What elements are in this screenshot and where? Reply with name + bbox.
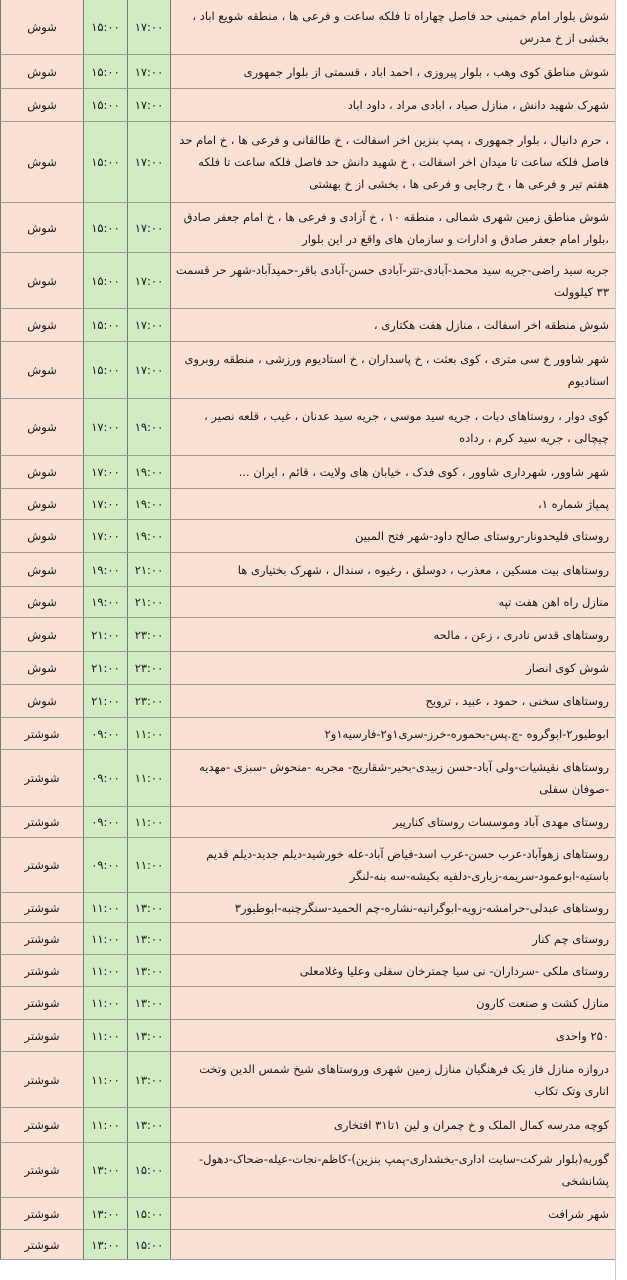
table-row [0, 587, 615, 618]
area-text: شوش منطقه اخر اسفالت ، منازل هفت هکتاری ، [373, 318, 609, 332]
table-row [0, 309, 615, 342]
city-cell: شوش [0, 89, 83, 121]
area-text: روستای چم کنار [532, 931, 609, 946]
city-cell: شوش [0, 456, 83, 488]
table-row [0, 253, 615, 309]
area-text: روستاهای عبدلی-حرامشه-زویه-ابوگرانیه-نشاره-چم الحمید-سنگرچنبه-ابوطیور۳ [234, 900, 609, 915]
city-cell: شوشتر [0, 718, 83, 749]
city-cell: شوشتر [0, 1108, 83, 1142]
area-cell [171, 456, 615, 488]
end-time-cell: ۱۱:۰۰ [127, 807, 171, 837]
area-text: ، حرم دانیال ، بلوار جمهوری ، پمپ بنزین اخر اسفالت ، خ طالقانی و فرعی ها ، خ امام حد فاصل فلکه ساعت تا میدان اخر اسفالت ، خ شهید دانش حد فاصل فلکه ساعت تا فلکه هفتم تیر و فرعی ها ، خ رجایی و فرعی ها ، بخشی از خ بهشتی [179, 133, 609, 191]
area-cell [171, 1230, 615, 1259]
end-time-cell: ۱۹:۰۰ [127, 520, 171, 552]
end-time-cell: ۱۱:۰۰ [127, 750, 171, 806]
city-cell: شوش [0, 253, 83, 308]
table-row [0, 750, 615, 807]
city-cell: شوشتر [0, 987, 83, 1019]
start-time-cell: ۱۱:۰۰ [83, 893, 127, 922]
city-cell: شوش [0, 587, 83, 617]
area-text: شوش مناطق کوی وهب ، بلوار پیروزی ، احمد اباد ، قسمتی از بلوار جمهوری [243, 64, 609, 79]
area-text: منازل راه اهن هفت تپه [498, 595, 609, 609]
area-text: ۲۵۰ واحدی [555, 1028, 609, 1043]
end-time-cell: ۱۳:۰۰ [127, 955, 171, 986]
area-cell [171, 618, 615, 651]
area-text: شوش مناطق زمین شهری شمالی ، منطقه ۱۰ ، خ آزادی و فرعی ها ، خ امام جعفر صادق ،بلوار امام جعفر صادق و ادارات و سازمان های واقع در این بلوار [183, 209, 609, 246]
area-cell [171, 807, 615, 837]
area-cell [171, 309, 615, 341]
city-cell: شوشتر [0, 1143, 83, 1197]
start-time-cell: ۱۱:۰۰ [83, 987, 127, 1019]
end-time-cell: ۱۱:۰۰ [127, 718, 171, 749]
end-time-cell: ۱۷:۰۰ [127, 122, 171, 202]
area-text: شوش بلوار امام خمینی حد فاصل چهاراه تا فلکه ساعت و فرعی ها ، منطقه شویع اباد ، بخشی از خ مدرس [192, 9, 609, 45]
start-time-cell: ۱۱:۰۰ [83, 1052, 127, 1107]
city-cell: شوش [0, 553, 83, 586]
area-text: کوی دوار ، روستاهای دبات ، جریه سید موسی ، جریه سید عدنان ، غیب ، قلعه نصیر ، چیچالی ، جریه سید کرم ، رداده [204, 409, 609, 445]
start-time-cell: ۰۹:۰۰ [83, 838, 127, 892]
end-time-cell: ۲۳:۰۰ [127, 618, 171, 651]
end-time-cell: ۱۵:۰۰ [127, 1143, 171, 1197]
end-time-cell: ۱۵:۰۰ [127, 1198, 171, 1229]
area-text: روستای مهدی آباد وموسسات روستای کنارپیر [392, 815, 609, 829]
start-time-cell: ۱۱:۰۰ [83, 1020, 127, 1051]
area-text: پمپاژ شماره ۱، [538, 497, 609, 511]
table-row [0, 1198, 615, 1230]
start-time-cell: ۱۷:۰۰ [83, 489, 127, 519]
table-row [0, 1108, 615, 1143]
city-cell: شوش [0, 520, 83, 552]
table-row [0, 807, 615, 838]
area-cell [171, 1143, 615, 1197]
area-cell [171, 923, 615, 954]
area-text: ابوطیور۲-ابوگروه -چ.پس-بحموره-خرز-سری۱و۲-فارسیه۱و۲ [324, 726, 609, 741]
table-row [0, 89, 615, 122]
start-time-cell: ۰۹:۰۰ [83, 807, 127, 837]
start-time-cell: ۱۳:۰۰ [83, 1143, 127, 1197]
area-cell [171, 955, 615, 986]
city-cell: شوشتر [0, 923, 83, 954]
city-cell: شوش [0, 342, 83, 398]
table-row [0, 456, 615, 489]
area-cell [171, 89, 615, 121]
area-cell [171, 1052, 615, 1107]
city-cell: شوش [0, 122, 83, 202]
start-time-cell: ۱۳:۰۰ [83, 1198, 127, 1229]
city-cell: شوش [0, 203, 83, 252]
start-time-cell: ۱۵:۰۰ [83, 55, 127, 88]
start-time-cell: ۱۵:۰۰ [83, 203, 127, 252]
city-cell: شوش [0, 309, 83, 341]
end-time-cell: ۱۹:۰۰ [127, 456, 171, 488]
table-row [0, 1143, 615, 1198]
end-time-cell: ۱۱:۰۰ [127, 838, 171, 892]
start-time-cell: ۲۱:۰۰ [83, 685, 127, 717]
start-time-cell: ۱۷:۰۰ [83, 456, 127, 488]
start-time-cell: ۱۵:۰۰ [83, 342, 127, 398]
area-text: روستاهای قدس نادری ، زعن ، مالحه [433, 627, 609, 642]
end-time-cell: ۱۷:۰۰ [127, 253, 171, 308]
area-text: شوش کوی انصار [526, 661, 609, 675]
city-cell: شوشتر [0, 955, 83, 986]
area-text: روستای ملکی -سرداران- نی سیا چمترخان سفلی وعلیا وغلامعلی [299, 963, 609, 978]
area-text: شهر شرافت [548, 1206, 609, 1221]
city-cell: شوش [0, 0, 83, 54]
table-row [0, 923, 615, 955]
city-cell: شوش [0, 652, 83, 684]
table-row [0, 553, 615, 587]
start-time-cell: ۰۹:۰۰ [83, 718, 127, 749]
start-time-cell: ۲۱:۰۰ [83, 618, 127, 651]
table-row [0, 893, 615, 923]
table-row [0, 1230, 615, 1260]
start-time-cell: ۱۵:۰۰ [83, 89, 127, 121]
area-text: روستاهای بیت مسکین ، معذرب ، دوسلق ، رغیوه ، سندال ، شهرک بختیاری ها [237, 562, 609, 577]
area-cell [171, 520, 615, 552]
table-row [0, 122, 615, 203]
end-time-cell: ۱۳:۰۰ [127, 1020, 171, 1051]
table-row [0, 652, 615, 685]
table-row [0, 838, 615, 893]
page-edge [615, 0, 627, 1280]
area-text: دروازه منازل فاز یک فرهنگیان منازل زمین شهری وروستاهای شیخ شمس الدین وتخت اناری وتک تکاب [199, 1061, 609, 1098]
start-time-cell: ۱۹:۰۰ [83, 587, 127, 617]
city-cell: شوشتر [0, 1052, 83, 1107]
start-time-cell: ۱۵:۰۰ [83, 0, 127, 54]
table-row [0, 718, 615, 750]
area-cell [171, 718, 615, 749]
table-row [0, 520, 615, 553]
table-row [0, 1052, 615, 1108]
city-cell: شوشتر [0, 838, 83, 892]
area-text: شهرک شهید دانش ، منازل صیاد ، ابادی مراد ، داود اباد [347, 98, 609, 112]
area-cell [171, 838, 615, 892]
end-time-cell: ۱۵:۰۰ [127, 1230, 171, 1259]
end-time-cell: ۱۹:۰۰ [127, 489, 171, 519]
city-cell: شوش [0, 399, 83, 455]
area-text: روستاهای زهوآباد-عرب حسن-عرب اسد-فیاض آباد-عله خورشید-دیلم جدید-دیلم قدیم باستیه-ابوعمود-سریمه-زباری-دلفیه بکیشه-سه بنه-لنگر [206, 847, 609, 883]
area-cell [171, 122, 615, 202]
area-cell [171, 342, 615, 398]
area-text: گوریه(بلوار شرکت-سایت اداری-بخشداری-پمپ بنزین)-کاظم-نجات-عیله-ضحاک-دهول-پشانشخی [198, 1152, 609, 1188]
area-cell [171, 893, 615, 922]
area-cell [171, 203, 615, 252]
area-text: جریه سید راضی-جریه سید محمد-آبادی-تتر-آبادی حسن-آبادی باقر-حمیدآباد-شهر حر قسمت ۳۳ کیلوولت [175, 262, 609, 299]
end-time-cell: ۱۳:۰۰ [127, 987, 171, 1019]
area-text: شهر شاوور خ سی متری ، کوی بعثت ، خ پاسداران ، خ استادیوم ورزشی ، منطقه روبروی استادیوم [184, 352, 609, 388]
end-time-cell: ۲۱:۰۰ [127, 553, 171, 586]
city-cell: شوش [0, 55, 83, 88]
end-time-cell: ۱۷:۰۰ [127, 89, 171, 121]
area-text: روستاهای نقیشیات-ولی آباد-حسن زبیدی-بحیر-شقاریج- مجریه -منحوش -سبزی -مهدیه -صوفان سفلی [199, 760, 609, 796]
end-time-cell: ۱۳:۰۰ [127, 1052, 171, 1107]
area-cell [171, 55, 615, 88]
start-time-cell: ۱۳:۰۰ [83, 1230, 127, 1259]
area-cell [171, 652, 615, 684]
city-cell: شوشتر [0, 1020, 83, 1051]
start-time-cell: ۱۱:۰۰ [83, 923, 127, 954]
table-row [0, 955, 615, 987]
start-time-cell: ۱۵:۰۰ [83, 309, 127, 341]
start-time-cell: ۱۱:۰۰ [83, 1108, 127, 1142]
city-cell: شوشتر [0, 893, 83, 922]
start-time-cell: ۱۵:۰۰ [83, 253, 127, 308]
city-cell: شوشتر [0, 1198, 83, 1229]
end-time-cell: ۱۷:۰۰ [127, 342, 171, 398]
table-row [0, 685, 615, 718]
city-cell: شوش [0, 489, 83, 519]
area-cell [171, 399, 615, 455]
city-cell: شوشتر [0, 1230, 83, 1259]
end-time-cell: ۲۳:۰۰ [127, 652, 171, 684]
area-cell [171, 587, 615, 617]
area-text: شهر شاوور، شهرداری شاوور ، کوی فدک ، خیابان های ولایت ، قائم ، ایران ... [238, 465, 609, 479]
area-cell [171, 1020, 615, 1051]
table-row [0, 1020, 615, 1052]
area-cell [171, 1108, 615, 1142]
start-time-cell: ۱۱:۰۰ [83, 955, 127, 986]
start-time-cell: ۲۱:۰۰ [83, 652, 127, 684]
area-cell [171, 489, 615, 519]
end-time-cell: ۱۳:۰۰ [127, 923, 171, 954]
table-row [0, 203, 615, 253]
end-time-cell: ۱۳:۰۰ [127, 1108, 171, 1142]
city-cell: شوش [0, 685, 83, 717]
city-cell: شوش [0, 618, 83, 651]
city-cell: شوشتر [0, 807, 83, 837]
table-row [0, 342, 615, 399]
area-cell [171, 685, 615, 717]
area-cell [171, 987, 615, 1019]
end-time-cell: ۲۱:۰۰ [127, 587, 171, 617]
start-time-cell: ۱۹:۰۰ [83, 553, 127, 586]
area-text: روستای فلیحدونار-روستای صالح داود-شهر فتح المبین [355, 529, 609, 543]
end-time-cell: ۱۷:۰۰ [127, 309, 171, 341]
end-time-cell: ۱۷:۰۰ [127, 55, 171, 88]
area-cell [171, 253, 615, 308]
end-time-cell: ۲۳:۰۰ [127, 685, 171, 717]
city-cell: شوشتر [0, 750, 83, 806]
table-row [0, 489, 615, 520]
start-time-cell: ۱۷:۰۰ [83, 520, 127, 552]
area-cell [171, 750, 615, 806]
start-time-cell: ۱۷:۰۰ [83, 399, 127, 455]
area-cell [171, 1198, 615, 1229]
end-time-cell: ۱۹:۰۰ [127, 399, 171, 455]
area-text: روستاهای سخنی ، حمود ، عبید ، ترویح [425, 694, 609, 708]
end-time-cell: ۱۷:۰۰ [127, 0, 171, 54]
table-row [0, 0, 615, 55]
start-time-cell: ۱۵:۰۰ [83, 122, 127, 202]
table-row [0, 399, 615, 456]
area-cell [171, 0, 615, 54]
area-text: کوچه مدرسه کمال الملک و خ چمران و لین ۱تا۳۱ افتخاری [333, 1118, 609, 1132]
area-text: منازل کشت و صنعت کارون [476, 996, 609, 1010]
end-time-cell: ۱۳:۰۰ [127, 893, 171, 922]
end-time-cell: ۱۷:۰۰ [127, 203, 171, 252]
table-row [0, 618, 615, 652]
start-time-cell: ۰۹:۰۰ [83, 750, 127, 806]
area-cell [171, 553, 615, 586]
table-row [0, 987, 615, 1020]
table-row [0, 55, 615, 89]
